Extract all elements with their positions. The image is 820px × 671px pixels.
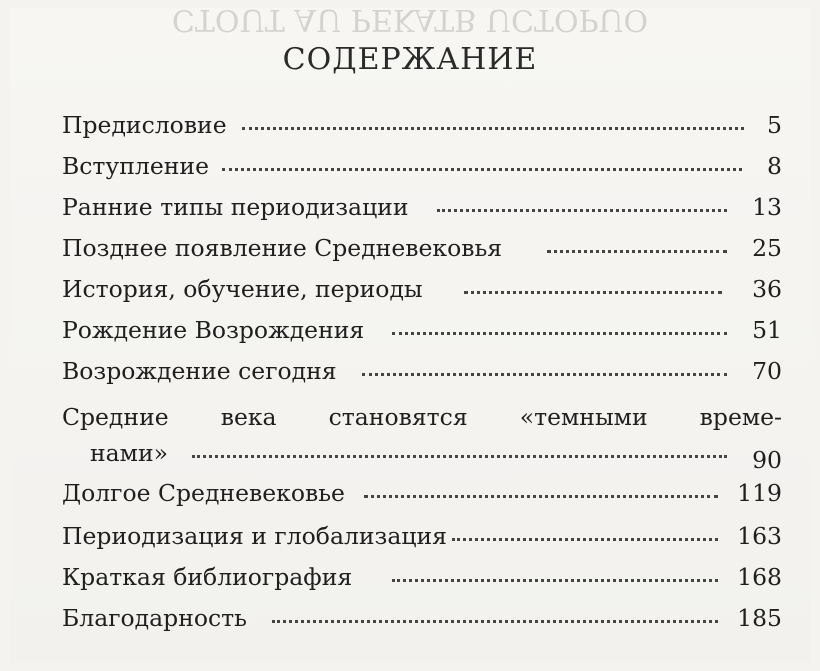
toc-entry-title: Краткая библиография xyxy=(62,563,353,591)
toc-entry-page: 119 xyxy=(737,479,782,507)
toc-entry-title: Периодизация и глобализация xyxy=(62,522,447,550)
toc-entry-page: 90 xyxy=(752,446,782,474)
leader-dots xyxy=(452,536,718,541)
leader-dots xyxy=(392,330,727,335)
toc-entry-page: 8 xyxy=(767,152,782,180)
toc-entry xyxy=(62,274,782,304)
toc-entry-title: Благодарность xyxy=(62,604,247,632)
toc-entry xyxy=(62,110,782,140)
toc-entry-page: 70 xyxy=(752,357,782,385)
toc-entry-title-line2: нами» xyxy=(90,439,168,467)
toc-entry-title-line1: Средние века становятся «темными време- xyxy=(62,403,782,431)
toc-entry xyxy=(62,151,782,181)
toc-entry-page: 36 xyxy=(752,275,782,303)
toc-entry xyxy=(62,603,782,633)
page-title: СОДЕРЖАНИЕ xyxy=(282,42,538,77)
toc-entry-page: 185 xyxy=(737,604,782,632)
toc-entry xyxy=(62,192,782,222)
book-page xyxy=(10,2,810,663)
toc-entry xyxy=(62,438,782,468)
toc-entry xyxy=(62,315,782,345)
toc-entry-title: Рождение Возрождения xyxy=(62,316,365,344)
toc-entry-title: История, обучение, периоды xyxy=(62,275,423,303)
leader-dots xyxy=(464,289,722,294)
toc-entry-title: Предисловие xyxy=(62,111,227,139)
bleed-through-text: CTOUT AU PEKATB UCTOPUO xyxy=(171,2,649,37)
leader-dots xyxy=(242,125,744,130)
toc-entry-page: 5 xyxy=(767,111,782,139)
toc-entry-page: 168 xyxy=(737,563,782,591)
toc-entry-title: Возрождение сегодня xyxy=(62,357,337,385)
toc-entry-page: 163 xyxy=(737,522,782,550)
toc-entry-title: Ранние типы периодизации xyxy=(62,193,409,221)
toc-entry xyxy=(62,233,782,263)
leader-dots xyxy=(392,577,718,582)
toc-entry-page: 25 xyxy=(752,234,782,262)
toc-entry-title: Позднее появление Средневековья xyxy=(62,234,503,262)
leader-dots xyxy=(364,493,718,498)
toc-entry xyxy=(62,521,782,551)
toc-entry-page: 51 xyxy=(752,316,782,344)
leader-dots xyxy=(222,166,742,171)
toc-entry xyxy=(62,562,782,592)
toc-entry xyxy=(62,478,782,508)
leader-dots xyxy=(272,618,718,623)
toc-entry xyxy=(62,356,782,386)
toc-entry-title: Вступление xyxy=(62,152,209,180)
toc-entry-page: 13 xyxy=(752,193,782,221)
toc-entry-title: Долгое Средневековье xyxy=(62,479,345,507)
leader-dots xyxy=(547,248,727,253)
leader-dots xyxy=(192,453,727,458)
leader-dots xyxy=(437,207,727,212)
leader-dots xyxy=(362,371,727,376)
